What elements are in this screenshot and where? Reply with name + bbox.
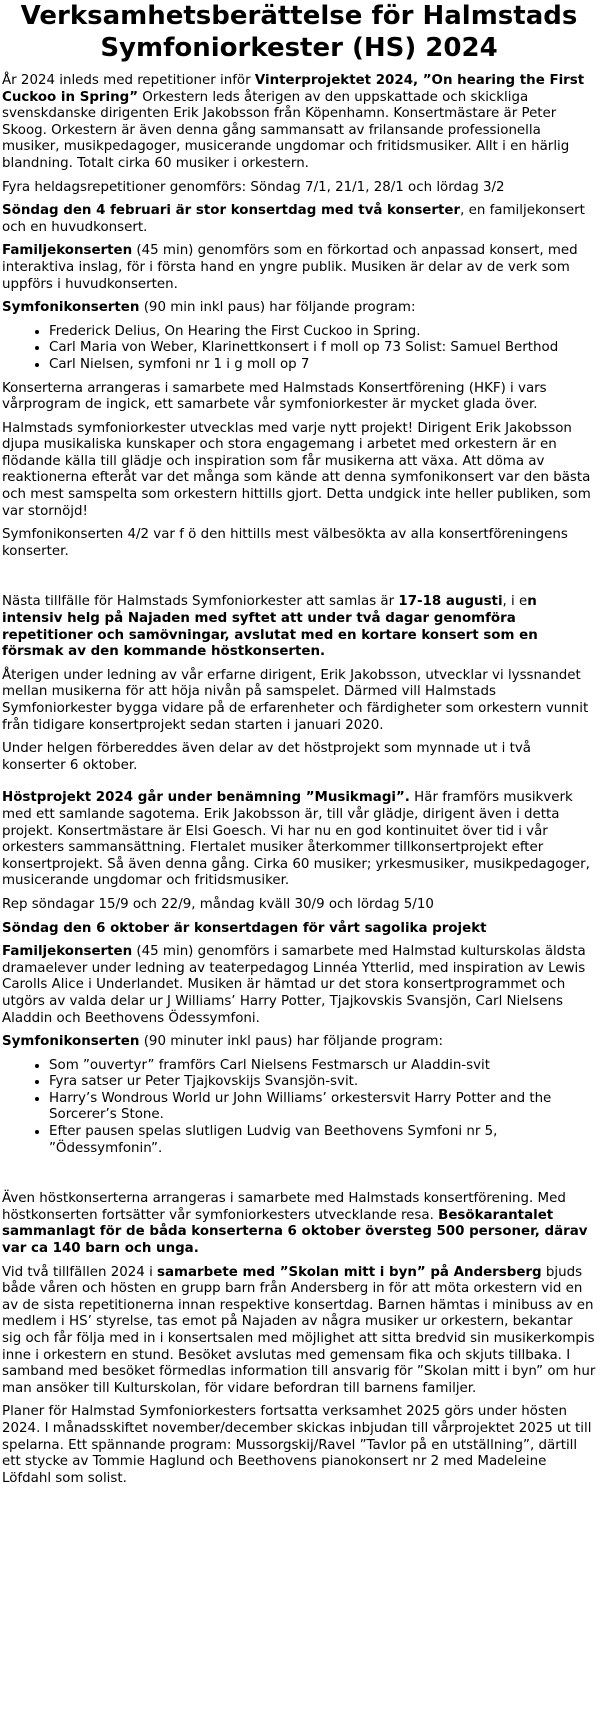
list-item: • Som ”ouvertyr” framförs Carl Nielsens Festmarsch ur Aladdin-svit <box>49 1058 596 1075</box>
august-dates: 17-18 augusti <box>398 594 503 610</box>
october-concert-text: Söndag den 6 oktober är konsertdagen för vårt sagolika projekt <box>2 920 487 936</box>
text: (90 minuter inkl paus) har följande program: <box>139 1034 443 1050</box>
autumn-symphony-paragraph <box>2 1034 596 1051</box>
autumn-rehearsal-dates: Rep söndagar 15/9 och 22/9, måndag kväll 30/9 och lördag 5/10 <box>2 896 434 912</box>
text: Här framförs musikverk med ett samlande sagotema. Erik Jakobsson är, till vår glädje, dirigent även i detta projekt. Konsertmästare är Elsi Goesch. Vi har nu en god kontinuitet över tid i vår orkesters sammansättning. Flertalet musiker återkommer tillkonsertprojekt efter konsertprojekt. Så även denna gång. Cirka 60 musiker; yrkesmusiker, musikpedagoger, musicerande ungdomar och fritidsmusiker. <box>2 790 590 889</box>
text: År 2024 inleds med repetitioner inför <box>2 73 255 88</box>
family-concert-label: Familjekonserten <box>2 944 133 960</box>
autumn-summary-paragraph <box>2 1191 596 1257</box>
autumn-family-concert-paragraph <box>2 944 596 1027</box>
visitor-count: Besökarantalet sammanlagt för de båda konserterna 6 oktober översteg 500 personer, därav var ca 140 barn och unga. <box>2 1207 588 1257</box>
text: Nästa tillfälle för Halmstads Symfoniorkester att samlas är <box>2 594 399 610</box>
school-collaboration-label: samarbete med ”Skolan mitt i byn” på Andersberg <box>157 1264 542 1280</box>
symphony-concert-paragraph <box>2 300 596 317</box>
list-item: • Fyra satser ur Peter Tjajkovskijs Svansjön-svit. <box>49 1074 596 1091</box>
family-concert-paragraph <box>2 243 596 293</box>
text: , i e <box>502 594 528 610</box>
spacer <box>2 64 596 73</box>
list-item: • Efter pausen spelas slutligen Ludvig van Beethovens Symfoni nr 5, ”Ödessymfonin”. <box>49 1124 596 1157</box>
development-paragraph: Halmstads symfoniorkester utvecklas med varje nytt projekt! Dirigent Erik Jakobsson djupa musikaliska kunskaper och stora engagemang i arbetet med orkestern är en flödande källa till glädje och inspiration som får musikerna att växa. Att döma av reaktionerna efteråt var det många som kände att denna symfonikonsert var den bästa och mest samspelta som orkestern hittills gjort. Detta undgick inte heller publiken, som var stornöjd! <box>2 420 591 519</box>
autumn-project-paragraph <box>2 790 596 890</box>
symphony-concert-label: Symfonikonserten <box>2 1034 140 1050</box>
text: (45 min) genomförs som en förkortad och anpassad konsert, med interaktiva inslag, för i första hand en yngre publik. Musiken är delar av de verk som uppförs i huvudkonserten. <box>2 243 578 292</box>
list-item: • Frederick Delius, On Hearing the First Cuckoo in Spring. <box>49 324 596 341</box>
collaboration-paragraph: Konserterna arrangeras i samarbete med Halmstads Konsertförening (HKF) i vars vårprogram de ingick, ett samarbete vår symfoniorkester är mycket glada över. <box>2 380 547 413</box>
text: (45 min) genomförs i samarbete med Halmstad kulturskolas äldsta dramaelever under ledning av teaterpedagog Linnéa Ytterlid, med inspiration av Lewis Carolls Alice i Underlandet. Musiken är hämtad ur det stora konsertprogrammet och utgörs av valda delar ur J Williams’ Harry Potter, Tjajkovskis Svansjön, Carl Nielsens Aladdin och Beethovens Ödessymfoni. <box>2 944 586 1026</box>
conductor-paragraph: Återigen under ledning av vår erfarne dirigent, Erik Jakobsson, utvecklar vi lyssnandet mellan musikerna för att höja nivån på samspelet. Därmed vill Halmstads Symfoniorkester bygga vidare på de erfarenheter och färdigheter som orkestern vunnit från tidigare konsertprojekt sedan starten i januari 2020. <box>2 667 589 733</box>
text: Orkestern leds återigen av den uppskattade och skickliga svenskdanske dirigenten Erik Jakobsson från Köpenhamn. Konsertmästare är Peter Skoog. Orkestern är även denna gång sammansatt av frilansande professionella musiker, musikpedagoger, musicerande ungdomar och fritidsmusiker. Allt i en härlig blandning. Totalt cirka 60 musiker i orkestern. <box>2 89 570 171</box>
october-concert-heading <box>2 921 596 938</box>
text: Vid två tillfällen 2024 i <box>2 1264 158 1280</box>
list-item: • Harry’s Wondrous World ur John Williams’ orkestersvit Harry Potter and the Sorcerer’s Stone. <box>49 1091 596 1124</box>
intro-paragraph <box>2 73 596 173</box>
text: bjuds både våren och hösten en grupp barn från Andersberg in för att möta orkestern vid en av de sista repetitionerna innan respektive konsertdag. Barnen hämtas i minibuss av en medlem i HS’ styrelse, tas emot på Najaden av några musiker ur orkestern, bekantar sig och får följa med in i konsertsalen med möjlighet att sitta bredvid sin musikerkompis inne i orkestern en stund. Besöket avslutas med gemensam fika och skjuts tillbaka. I samband med besöket förmedlas information till ansvarig för ”Skolan mitt i byn” om hur man ansöker till Kulturskolan, för vidare befordran till barnens familjer. <box>2 1264 596 1396</box>
concert-day-heading: Söndag den 4 februari är stor konsertdag med två konserter <box>2 203 461 219</box>
autumn-project-heading: Höstprojekt 2024 går under benämning ”Musikmagi”. <box>2 790 410 806</box>
text: (90 min inkl paus) har följande program: <box>139 300 416 316</box>
symphony-concert-label: Symfonikonserten <box>2 300 140 316</box>
family-concert-label: Familjekonserten <box>2 243 133 259</box>
text: Även höstkonserterna arrangeras i samarbete med Halmstads konsertförening. Med höstkonserten fortsätter vår symfoniorkesters utvecklande resa. <box>2 1191 566 1223</box>
august-paragraph <box>2 594 596 660</box>
rehearsal-dates: Fyra heldagsrepetitioner genomförs: Söndag 7/1, 21/1, 28/1 och lördag 3/2 <box>2 179 505 195</box>
spacer <box>2 567 596 594</box>
august-description: n intensiv helg på Najaden med syftet att under två dagar genomföra repetitioner och samövningar, avslutat med en kortare konsert som en försmak av den kommande höstkonserten. <box>2 594 538 660</box>
plans-2025-paragraph: Planer för Halmstad Symfoniorkesters fortsatta verksamhet 2025 görs under hösten 2024. I månadsskiftet november/december skickas inbjudan till vårprojektet 2025 ut till spelarna. Ett spännande program: Mussorgskij/Ravel ”Tavlor på en utställning”, därtill ett stycke av Tommie Haglund och Beethovens pianokonsert nr 2 med Madeleine Löfdahl som solist. <box>2 1404 592 1486</box>
winter-program-list <box>2 324 596 374</box>
list-item: • Carl Maria von Weber, Klarinettkonsert i f moll op 73 Solist: Samuel Berthod <box>49 340 596 357</box>
spacer <box>2 1164 596 1191</box>
preparation-paragraph: Under helgen förbereddes även delar av det höstprojekt som mynnade ut i två konserter 6 oktober. <box>2 741 531 773</box>
page-title: Verksamhetsberättelse för Halmstads Symfoniorkester (HS) 2024 <box>20 1 578 63</box>
list-item: • Carl Nielsen, symfoni nr 1 i g moll op 7 <box>49 357 596 374</box>
school-collaboration-paragraph <box>2 1265 596 1398</box>
autumn-program-list <box>2 1058 596 1158</box>
concert-day-paragraph <box>2 203 596 236</box>
text: , en familjekonsert och en huvudkonsert. <box>2 203 585 235</box>
project-name: Vinterprojektet 2024, ”On hearing the First Cuckoo in Spring” <box>2 73 585 105</box>
attendance-paragraph: Symfonikonserten 4/2 var f ö den hittills mest välbesökta av alla konsertföreningens konserter. <box>2 527 568 559</box>
